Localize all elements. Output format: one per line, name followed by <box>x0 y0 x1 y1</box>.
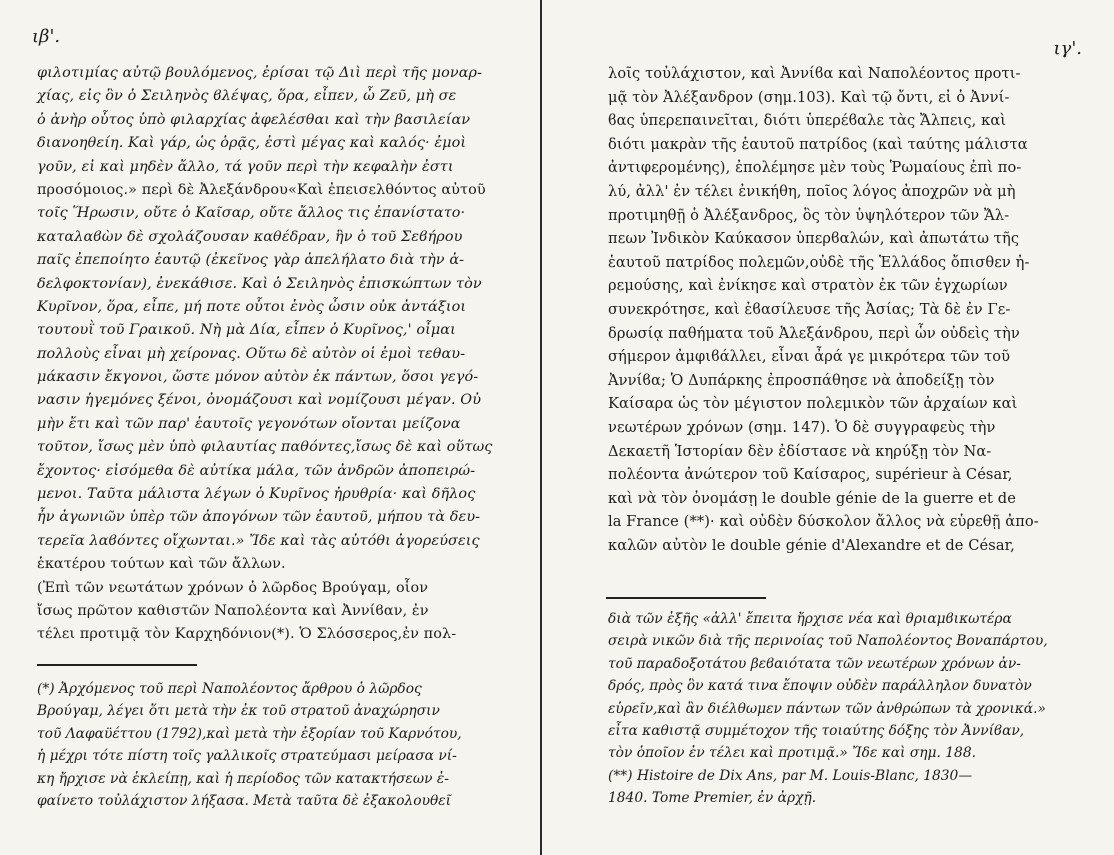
text-line: γοῦν, εἰ καὶ μηδὲν ἄλλο, τά γοῦν περὶ τὴν κεφαλὴν ἐστι <box>37 158 454 175</box>
footnote-line: τὸν ὁποῖον ἐν τέλει καὶ προτιμᾷ.» Ἴδε καὶ σημ. 188. <box>608 745 976 762</box>
footnote-line: (*) Ἀρχόμενος τοῦ περὶ Ναπολέοντος ἄρθρου ὁ λῶρδος <box>37 681 422 697</box>
footnote-line: σειρὰ νικῶν διὰ τῆς περινοίας τοῦ Ναπολέοντος Βοναπάρτου, <box>608 633 1048 650</box>
text-line: καταλαϐὼν δὲ σχολάζουσαν καθέδραν, ἣν ὁ τοῦ Σεϐήρου <box>37 228 463 245</box>
left-footnotes <box>37 678 527 812</box>
text-line: λοῖς τοὐλάχιστον, καὶ Ἀννίϐα καὶ Ναπολέοντος προτι- <box>608 65 1021 82</box>
footnote-line: (**) Histoire de Dix Ans, par M. Louis-Blanc, 1830— <box>608 767 973 784</box>
text-line: νεωτέρων χρόνων (σημ. 147). Ὁ δὲ συγγραφεὺς τὴν <box>608 418 996 436</box>
footnote-line: κη ἤρχισε νὰ ἐκλείπῃ, καὶ ἡ περίοδος τῶν κατακτήσεων ἐ- <box>37 770 449 787</box>
text-line: συνεκρότησε, καὶ ἐϐασίλευσε τῆς Ἀσίας; Τὰ δὲ ἐν Γε- <box>608 300 1011 318</box>
text-line: μάκασιν ἔκγονοι, ὥστε μόνον αὐτὸν ἐκ πάντων, ὅσοι γεγό- <box>37 369 479 386</box>
text-line: τερεῖα λαϐόντες οἴχωνται.» Ἴδε καὶ τὰς αὐτόθι ἀγορεύσεις <box>37 532 480 549</box>
text-line: ἦν ἀγωνιῶν ὑπὲρ τῶν ἀπογόνων τῶν ἑαυτοῦ, μήπου τὰ δευ- <box>37 509 481 526</box>
right-body-text <box>608 62 1098 557</box>
text-line: (Ἐπὶ τῶν νεωτάτων χρόνων ὁ λῶρδος Βρούγαμ, οἷον <box>37 579 429 596</box>
text-line: ἴσως πρῶτον καθιστῶν Ναπολέοντα καὶ Ἀννίϐαν, ἐν <box>37 602 429 619</box>
text-line: Ἀννίϐα; Ὁ Δυπάρκης ἐπροσπάθησε νὰ ἀποδείξῃ τὸν <box>608 371 995 389</box>
footnote-rule-right <box>606 597 766 599</box>
footnote-line: δρός, πρὸς ὃν κατά τινα ἔποψιν οὐδὲν παράλληλον δυνατὸν <box>608 678 1032 695</box>
text-line: Δεκαετῆ Ἱστορίαν δὲν ἐδίστασε νὰ κηρύξῃ τὸν Να- <box>608 442 992 460</box>
text-line: μᾷ τὸν Ἀλέξανδρον (σημ.103). Καὶ τῷ ὄντι, εἰ ὁ Ἀννί- <box>608 88 1010 106</box>
text-line: Καίσαρα ὡς τὸν μέγιστον πολεμικὸν τῶν ἀρχαίων καὶ <box>608 395 1018 413</box>
text-line: σήμερον ἀμφιϐάλλει, εἶναι ἆρά γε μικρότερα τῶν τοῦ <box>608 348 1011 366</box>
text-line: δρωσίᾳ παθήματα τοῦ Ἀλεξάνδρου, περὶ ὧν οὐδεὶς τὴν <box>608 324 1020 342</box>
text-line: πολλοὺς εἶναι μὴ χείρονας. Οὕτω δὲ αὐτὸν οἱ ἐμοὶ τεθαυ- <box>37 345 466 362</box>
footnote-line: 1840. Tome Premier, ἐν ἀρχῇ. <box>608 790 817 807</box>
text-line: τουτουῒ τοῦ Γραικοῦ. Νὴ μὰ Δία, εἶπεν ὁ Κυρῖνος,' οἶμαι <box>37 322 456 339</box>
text-line: δελφοκτονίαν), ἐνεκάθισε. Καὶ ὁ Σειληνὸς ἐπισκώπτων τὸν <box>37 275 482 292</box>
text-line: φιλοτιμίας αὐτῷ βουλόμενος, ἐρίσαι τῷ Διὶ περὶ τῆς μοναρ- <box>37 65 483 81</box>
text-line: μὴν ἔτι καὶ τῶν παρ' ἑαυτοῖς γεγονότων οἴονται μείζονα <box>37 415 461 432</box>
right-footnotes <box>608 608 1100 810</box>
text-line: τοῖς Ἥρωσιν, οὔτε ὁ Καῖσαρ, οὔτε ἄλλος τις ἐπανίστατο· <box>37 205 466 222</box>
text-line: προσόμοιος.» περὶ δὲ Ἀλεξάνδρου«Καὶ ἐπεισελθόντος αὐτοῦ <box>37 181 486 198</box>
left-body-text <box>37 62 525 647</box>
text-line: ἀντιφερομένης), ἐπολέμησε μὲν τοὺς Ῥωμαίους ἐπὶ πο- <box>608 159 1022 177</box>
text-line: καλῶν αὐτὸν le double génie d'Alexandre et de César, <box>608 536 1015 554</box>
text-line: μενοι. Ταῦτα μάλιστα λέγων ὁ Κυρῖνος ἠρυθρία· καὶ δῆλος <box>37 486 476 503</box>
text-line: διότι μακρὰν τῆς ἑαυτοῦ πατρίδος (καὶ ταύτης μάλιστα <box>608 135 1028 153</box>
footnote-line: εἶτα καθιστᾷ συμμέτοχον τῆς τοιαύτης δόξης τὸν Ἀννίϐαν, <box>608 722 1025 739</box>
footnote-line: τοῦ παραδοξοτάτου βεϐαιότατα τῶν νεωτέρων χρόνων ἀν- <box>608 655 1021 672</box>
text-line: τέλει προτιμᾷ τὸν Καρχηδόνιον(*). Ὁ Σλόσσερος,ἐν πολ- <box>37 626 457 643</box>
text-line: ἔχοντος· εἰσόμεθα δὲ αὐτίκα μάλα, τῶν ἀνδρῶν ἀποπειρώ- <box>37 462 476 479</box>
footnote-line: διὰ τῶν ἑξῆς «ἀλλ' ἔπειτα ἤρχισε νέα καὶ θριαμϐικωτέρα <box>608 611 1012 627</box>
left-page <box>0 0 540 855</box>
text-line: ἑαυτοῦ πατρίδος πολεμῶν,οὐδὲ τῆς Ἑλλάδος ὄπισθεν ἠ- <box>608 253 1030 271</box>
text-line: λύ, ἀλλ' ἐν τέλει ἐνικήθη, ποῖος λόγος ἀποχρῶν νὰ μὴ <box>608 182 1016 200</box>
footnote-line: φαίνετο τοὐλάχιστον λήξασα. Μετὰ ταῦτα δὲ ἐξακολουθεῖ <box>37 792 452 809</box>
text-line: la France (**)· καὶ οὐδὲν δύσκολον ἄλλος νὰ εὑρεθῇ ἀπο- <box>608 513 1039 531</box>
text-line: ὁ ἀνὴρ οὗτος ὑπὸ φιλαρχίας ἀφελέσθαι καὶ τὴν βασιλείαν <box>37 111 471 128</box>
footnote-rule-left <box>37 664 197 666</box>
text-line: προτιμηθῇ ὁ Ἀλέξανδρος, ὃς τὸν ὑψηλότερον τῶν Ἄλ- <box>608 206 1010 224</box>
text-line: διανοηθείη. Καὶ γάρ, ὡς ὁρᾷς, ἐστὶ μέγας καὶ καλός· ἐμοὶ <box>37 135 467 152</box>
page-number-right: ιγ'. <box>1053 38 1082 59</box>
text-line: πεων Ἰνδικὸν Καύκασον ὑπερϐαλών, καὶ ἀπωτάτω τῆς <box>608 230 1020 248</box>
footnote-line: τοῦ Λαφαϋέττου (1792),καὶ μετὰ τὴν ἐξορίαν τοῦ Καρνότου, <box>37 725 462 742</box>
page-number-left: ιβ'. <box>32 26 61 47</box>
footnote-line: ἡ μέχρι τότε πίστη τοῖς γαλλικοῖς στρατεύμασι μείρασα νί- <box>37 748 457 765</box>
footnote-line: εὑρεῖν,καὶ ἂν διέλθωμεν πάντων τῶν ἀνθρώπων τὰ χρονικά.» <box>608 700 1046 717</box>
text-line: τοῦτον, ἴσως μὲν ὑπὸ φιλαυτίας παθόντες,ἴσως δὲ καὶ οὕτως <box>37 439 493 456</box>
footnote-line: Βρούγαμ, λέγει ὅτι μετὰ τὴν ἐκ τοῦ στρατοῦ ἀναχώρησιν <box>37 703 440 720</box>
right-page <box>542 0 1114 855</box>
text-line: καὶ νὰ τὸν ὀνομάσῃ le double génie de la guerre et de <box>608 489 1016 507</box>
text-line: ρεμούσης, καὶ ἐνίκησε καὶ στρατὸν ἐκ τῶν ἐγχωρίων <box>608 277 1008 295</box>
text-line: πολέοντα ἀνώτερον τοῦ Καίσαρος, supérieur à César, <box>608 466 1013 484</box>
text-line: ϐας ὑπερεπαινεῖται, διότι ὑπερέϐαλε τὰς Ἄλπεις, καὶ <box>608 112 1007 130</box>
text-line: Κυρῖνον, ὅρα, εἶπε, μή ποτε οὗτοι ἑνὸς ὦσιν οὐκ ἀντάξιοι <box>37 298 467 315</box>
text-line: παῖς ἐπεποίητο ἑαυτῷ (ἐκεῖνος γὰρ ἀπελήλατο διὰ τὴν ἀ- <box>37 252 465 269</box>
text-line: ἑκατέρου τούτων καὶ τῶν ἄλλων. <box>37 556 286 573</box>
text-line: χίας, εἰς ὃν ὁ Σειληνὸς ϐλέψας, ὅρα, εἶπεν, ὦ Ζεῦ, μὴ σε <box>37 88 457 105</box>
text-line: νασιν ἡγεμόνες ξένοι, ὀνομάζουσι καὶ νομίζουσι μέγαν. Οὐ <box>37 392 482 409</box>
